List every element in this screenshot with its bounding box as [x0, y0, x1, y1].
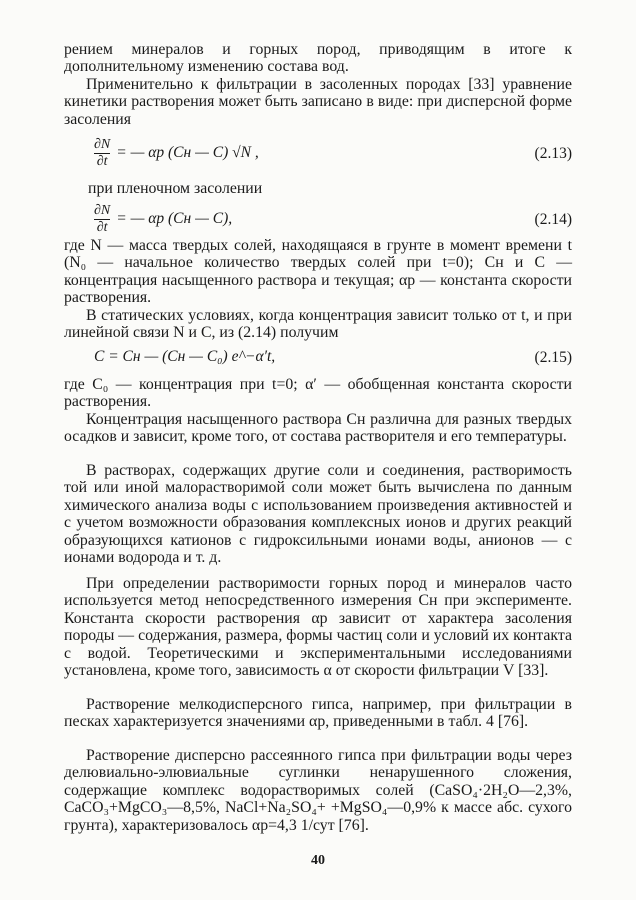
fraction: $\frac{\partial N}{\partial t}$: [94, 202, 111, 235]
paragraph-9: При определении растворимости горных пород и минералов часто используется метод непосредственного измерения Cн при эксперименте. Константа скорости растворения αр зависит от характера засоления породы — содержания, размера, формы частиц соли и условий их контакта с водой. Теоретическими и экспериментальными исследованиями установлена, кроме того, зависимость α от скорости фильтрации V [33].: [64, 575, 572, 680]
paragraph-8: В растворах, содержащих другие соли и соединения, растворимость той или иной малорастворимой соли может быть вычислена по данным химического анализа воды с использованием произведения активностей и с учетом возможности образования комплексных ионов и других реакций образующихся катионов с гидроксильными ионами воды, анионов — с ионами водорода и т. д.: [64, 462, 572, 567]
equation-2-15: [64, 337, 572, 377]
equation-rhs: C = Cн — (Cн — C₀) e^−α′t,: [94, 348, 276, 365]
paragraph-4: где N — масса твердых солей, находящаяся в грунте в момент времени t (N₀ — начальное количество твердых солей при t=0); Cн и C — концентрация насыщенного раствора и текущая; αр — константа скорости растворения.: [64, 237, 572, 307]
equation-number: (2.13): [534, 145, 572, 162]
equation-2-14: [64, 199, 572, 239]
equation-rhs: = — αр (Cн — C) √N ,: [116, 144, 259, 161]
paragraph-3: при пленочном засолении: [88, 180, 263, 197]
fraction: $\frac{\partial N}{\partial t}$: [94, 136, 111, 169]
paragraph-5: В статических условиях, когда концентрация зависит только от t, и при линейной связи N и C, из (2.14) получим: [64, 307, 572, 342]
paragraph-6: где C₀ — концентрация при t=0; α′ — обобщенная константа скорости растворения.: [64, 376, 572, 411]
equation-2-13: [64, 133, 572, 173]
equation-number: (2.14): [534, 211, 572, 228]
equation-number: (2.15): [534, 349, 572, 366]
paragraph-10: Растворение мелкодисперсного гипса, например, при фильтрации в песках характеризуется значениями αр, приведенными в табл. 4 [76].: [64, 696, 572, 731]
page-number: 40: [311, 853, 325, 868]
paragraph-11: Растворение дисперсно рассеянного гипса при фильтрации воды через делювиально-элювиальные суглинки ненарушенного сложения, содержащие комплекс водорастворимых солей (CaSO₄·2H₂O—2,3%, CaCO₃+MgCO₃—8,5%, NaCl+Na₂SO₄+ +MgSO₄—0,9% к массе абс. сухого грунта), характеризовалось αр=4,3 1/сут [76].: [64, 747, 572, 834]
equation-rhs: = — αр (Cн — C),: [116, 210, 233, 227]
paragraph-7: Концентрация насыщенного раствора Cн различна для разных твердых осадков и зависит, кроме того, от состава растворителя и его температуры.: [64, 411, 572, 446]
paragraph-1: рением минералов и горных пород, приводящим в итоге к дополнительному изменению состава вод.: [64, 41, 572, 76]
paragraph-2: Применительно к фильтрации в засоленных породах [33] уравнение кинетики растворения может быть записано в виде: при дисперсной форме засоления: [64, 76, 572, 128]
